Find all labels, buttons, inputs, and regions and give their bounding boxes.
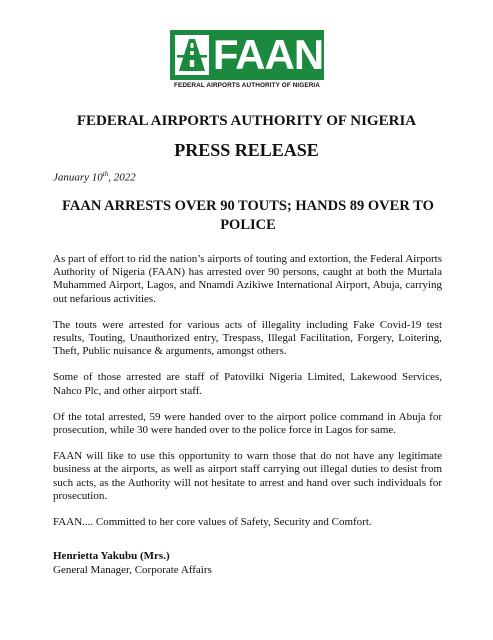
logo-badge	[170, 30, 324, 80]
runway-icon	[175, 35, 209, 75]
release-body	[53, 253, 442, 542]
headline: FAAN ARRESTS OVER 90 TOUTS; HANDS 89 OVER TO POLICE	[62, 198, 434, 233]
organization-name: FEDERAL AIRPORTS AUTHORITY OF NIGERIA	[76, 113, 417, 129]
paragraph: As part of effort to rid the nation’s airports of touting and extortion, the Federal Airports Authority of Nigeria (FAAN) has arrested over 90 persons, caught at both the Murtala Muhammed Airport, Lagos, and Nnamdi Azikiwe International Airport, Abuja, carrying out nefarious activities.	[53, 253, 442, 305]
logo-letters: FAAN	[212, 31, 324, 78]
document-type: PRESS RELEASE	[174, 140, 319, 160]
signature-block	[53, 550, 212, 577]
signatory-name: Henrietta Yakubu (Mrs.)	[53, 550, 170, 562]
paragraph: Of the total arrested, 59 were handed over to the airport police command in Abuja for prosecution, while 30 were handed over to the police force in Lagos for same.	[53, 410, 442, 437]
date-day: January 10	[53, 171, 103, 184]
paragraph: FAAN will like to use this opportunity to warn those that do not have any legitimate business at the airports, as well as airport staff carrying out illegal duties to desist from such acts, as the Authority will not hesitate to arrest and hand over such individuals for prosecution.	[53, 450, 442, 502]
paragraph: The touts were arrested for various acts of illegality including Fake Covid-19 test results, Touting, Unauthorized entry, Trespass, Illegal Facilitation, Forgery, Loitering, Theft, Public nuisance & arguments, amongst others.	[53, 318, 442, 358]
faan-logo	[170, 30, 324, 92]
date-year: , 2022	[108, 171, 136, 184]
date-ordinal: th	[102, 170, 109, 178]
paragraph: Some of those arrested are staff of Patovilki Nigeria Limited, Lakewood Services, Nahco Plc, and other airport staff.	[53, 371, 442, 397]
release-date	[53, 170, 136, 184]
logo-caption: FEDERAL AIRPORTS AUTHORITY OF NIGERIA	[173, 82, 321, 89]
signatory-title: General Manager, Corporate Affairs	[53, 563, 212, 576]
paragraph: FAAN.... Committed to her core values of Safety, Security and Comfort.	[53, 516, 372, 529]
